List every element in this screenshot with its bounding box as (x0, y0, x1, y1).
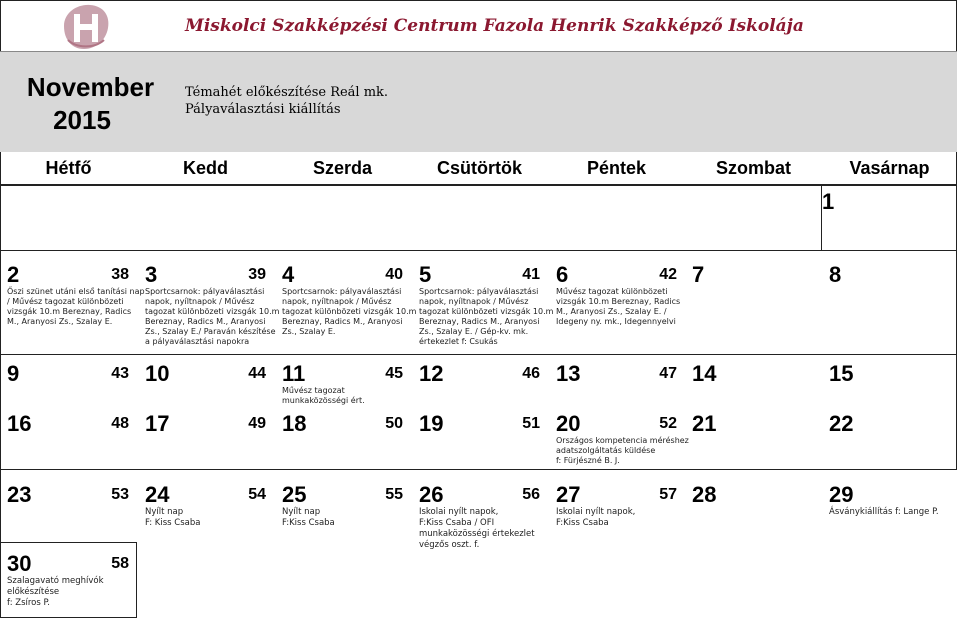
grid-line (0, 185, 957, 186)
event-line: Zs., Szalay E. / Gép-kv. mk. (419, 327, 529, 336)
event-line: M., Aranyosi Zs., Szalay E. (7, 317, 113, 326)
grid-line (0, 542, 137, 543)
weekday-thursday: Csütörtök (437, 158, 522, 178)
event-line: a pályaválasztási napokra (145, 337, 250, 346)
day-number: 5 (419, 262, 432, 287)
grid-line (0, 617, 137, 618)
event-line: Bereznay, Radics M., Aranyosi (282, 317, 403, 326)
day-events (282, 386, 365, 406)
day-number: 23 (7, 482, 32, 507)
event-line: tagozat különbözeti vizsgák 10.m (282, 307, 417, 316)
grid-line (956, 185, 957, 470)
event-line: / Művész tagozat különbözeti (7, 297, 124, 306)
week-number: 38 (111, 266, 129, 283)
day-number: 3 (145, 262, 158, 287)
event-line: f: Zsíros P. (7, 598, 51, 608)
week-number: 51 (522, 415, 540, 432)
event-line: Iskolai nyílt napok, (556, 507, 636, 517)
event-line: tagozat különbözeti vizsgák 10.m (145, 307, 280, 316)
day-number: 26 (419, 482, 444, 507)
day-number: 1 (822, 189, 835, 214)
day-number: 21 (692, 411, 717, 436)
event-line: Nyílt nap (145, 507, 184, 517)
day-events (7, 576, 104, 609)
day-number: 12 (419, 361, 444, 386)
week-number: 49 (248, 415, 266, 432)
day-events (556, 507, 635, 529)
day-events (556, 287, 680, 327)
event-line: Iskolai nyílt napok, (419, 507, 499, 517)
event-line: Sportcsarnok: pályaválasztási (282, 287, 402, 296)
week-number: 58 (111, 555, 129, 572)
event-line: munkaközösségi ért. (282, 396, 365, 405)
weekday-monday: Hétfő (45, 158, 92, 178)
day-number: 25 (282, 482, 307, 507)
day-number: 2 (7, 262, 20, 287)
year-title: 2015 (53, 105, 111, 135)
day-number: 27 (556, 482, 581, 507)
day-number: 16 (7, 411, 32, 436)
day-number: 19 (419, 411, 444, 436)
day-events (145, 507, 200, 529)
event-line: napok, nyíltnapok / Művész (145, 297, 255, 306)
week-number: 48 (111, 415, 129, 432)
event-line: Sportcsarnok: pályaválasztási (419, 287, 539, 296)
event-line: Országos kompetencia méréshez (556, 436, 689, 445)
day-number: 4 (282, 262, 295, 287)
day-number: 14 (692, 361, 717, 386)
month-note: Pályaválasztási kiállítás (185, 102, 341, 117)
week-number: 47 (659, 365, 677, 382)
day-number: 22 (829, 411, 854, 436)
event-line: F:Kiss Csaba (282, 518, 335, 528)
event-line: f: Fürjészné B. J. (556, 456, 620, 465)
week-number: 54 (248, 486, 266, 503)
weekday-tuesday: Kedd (183, 158, 228, 178)
weekday-wednesday: Szerda (312, 158, 373, 178)
day-number: 10 (145, 361, 170, 386)
school-name: Miskolci Szakképzési Centrum Fazola Henrik Szakképző Iskolája (185, 16, 804, 36)
day-events (7, 287, 145, 327)
event-line: Sportcsarnok: pályaválasztási (145, 287, 265, 296)
event-line: Szalagavató meghívók (7, 576, 104, 586)
day-number: 11 (282, 361, 306, 386)
event-line: Nyílt nap (282, 507, 321, 517)
week-number: 40 (385, 266, 403, 283)
week-number: 53 (111, 486, 129, 503)
week-number: 52 (659, 415, 677, 432)
event-line: Bereznay, Radics M., Aranyosi (419, 317, 540, 326)
event-line: Őszi szünet utáni első tanítási nap (7, 287, 145, 296)
week-number: 57 (659, 486, 677, 503)
event-line: végzős oszt. f. (419, 540, 480, 550)
day-number: 8 (829, 262, 842, 287)
event-line: vizsgák 10.m Bereznay, Radics (7, 307, 132, 316)
day-number: 13 (556, 361, 581, 386)
event-line: Zs., Szalay E. (282, 327, 336, 336)
day-number: 9 (7, 361, 20, 386)
day-events (145, 287, 279, 347)
event-line: előkészítése (7, 587, 60, 597)
day-number: 6 (556, 262, 569, 287)
day-number: 24 (145, 482, 170, 507)
day-events (556, 436, 689, 466)
week-number: 42 (659, 266, 677, 283)
event-line: Bereznay, Radics M., Aranyosi (145, 317, 266, 326)
event-line: Ásványkiállítás f: Lange P. (829, 507, 939, 517)
week-number: 44 (248, 365, 266, 382)
event-line: Művész tagozat (282, 386, 345, 395)
day-events (282, 507, 335, 529)
event-line: F:Kiss Csaba / OFI (419, 518, 495, 528)
event-line: adatszolgáltatás küldése (556, 446, 656, 455)
day-number: 18 (282, 411, 307, 436)
event-line: munkaközösségi értekezlet (419, 529, 535, 539)
month-note: Témahét előkészítése Reál mk. (185, 85, 389, 100)
week-number: 56 (522, 486, 540, 503)
day-number: 29 (829, 482, 854, 507)
day-number: 15 (829, 361, 854, 386)
weekday-saturday: Szombat (715, 158, 791, 178)
day-events (829, 507, 939, 518)
grid-line (0, 185, 1, 618)
week-number: 46 (522, 365, 540, 382)
event-line: Művész tagozat különbözeti (556, 287, 668, 296)
event-line: napok, nyíltnapok / Művész (282, 297, 392, 306)
event-line: értekezlet f: Csukás (419, 337, 498, 346)
weekday-sunday: Vasárnap (849, 158, 930, 178)
week-number: 39 (248, 266, 266, 283)
grid-line (0, 469, 957, 470)
week-number: 55 (385, 486, 403, 503)
weekday-friday: Péntek (586, 158, 647, 178)
event-line: F:Kiss Csaba (556, 518, 609, 528)
event-line: Idegeny ny. mk., Idegennyelvi (556, 317, 676, 326)
event-line: F: Kiss Csaba (145, 518, 201, 528)
grid-line (0, 354, 957, 355)
event-line: vizsgák 10.m Bereznay, Radics (556, 297, 681, 306)
month-title: November (26, 72, 155, 102)
day-events (419, 507, 535, 551)
week-number: 43 (111, 365, 129, 382)
event-line: tagozat különbözeti vizsgák 10.m (419, 307, 554, 316)
day-events (282, 287, 416, 337)
day-number: 28 (692, 482, 717, 507)
day-number: 20 (556, 411, 581, 436)
day-number: 17 (145, 411, 170, 436)
week-number: 41 (522, 266, 540, 283)
grid-line (0, 250, 957, 251)
day-number: 7 (692, 262, 705, 287)
day-events (419, 287, 553, 347)
event-line: napok, nyíltnapok / Művész (419, 297, 529, 306)
week-number: 45 (385, 365, 403, 382)
day-number: 30 (7, 551, 32, 576)
event-line: M., Aranyosi Zs., Szalay E. / (556, 307, 667, 316)
week-number: 50 (385, 415, 403, 432)
event-line: Zs., Szalay E./ Paraván készítése (145, 327, 276, 336)
grid-line (136, 542, 137, 618)
